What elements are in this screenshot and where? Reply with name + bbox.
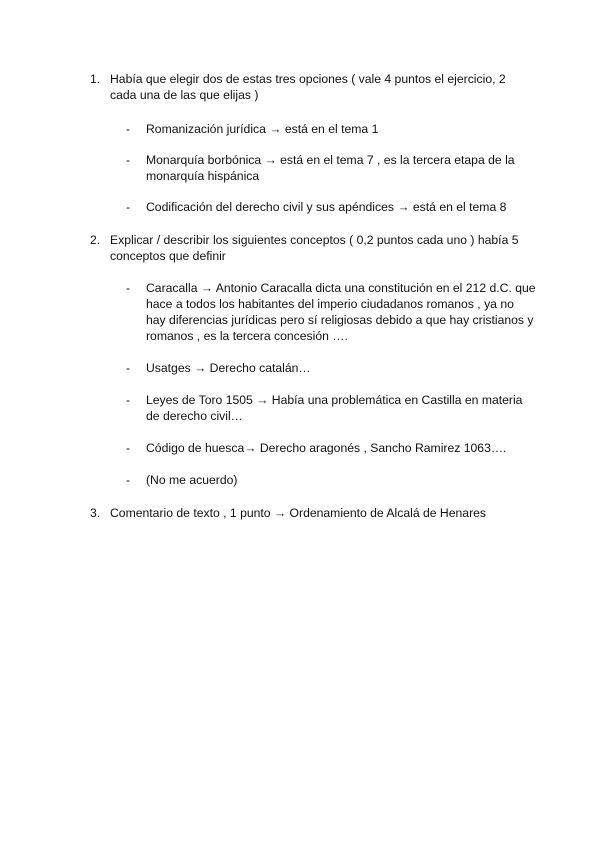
question-number: 3. (90, 506, 101, 520)
dash-bullet: - (126, 361, 131, 375)
list-item-text: Monarquía borbónica → está en el tema 7 , es la tercera etapa de la monarquía hispánica (146, 153, 515, 183)
list-item-text: (No me acuerdo) (146, 473, 238, 487)
list-item-text: Romanización jurídica → está en el tema 1 (146, 122, 379, 136)
dash-bullet: - (126, 153, 131, 167)
dash-bullet: - (126, 441, 131, 455)
question-number: 1. (90, 72, 101, 86)
question-text: Había que elegir dos de estas tres opciones ( vale 4 puntos el ejercicio, 2 cada una de las que elijas ) (110, 72, 506, 102)
dash-bullet: - (126, 281, 131, 295)
list-item-text: Código de huesca→ Derecho aragonés , Sancho Ramirez 1063…. (146, 441, 507, 455)
question-text: Comentario de texto , 1 punto → Ordenamiento de Alcalá de Henares (110, 506, 487, 520)
dash-bullet: - (126, 393, 131, 407)
dash-bullet: - (126, 473, 131, 487)
list-item-text: Leyes de Toro 1505 → Había una problemática en Castilla en materia de derecho civil… (146, 393, 523, 423)
list-item-text: Usatges → Derecho catalán… (146, 361, 311, 375)
dash-bullet: - (126, 122, 131, 136)
question-number: 2. (90, 233, 101, 247)
question-text: Explicar / describir los siguientes conceptos ( 0,2 puntos cada uno ) había 5 conceptos que definir (110, 233, 519, 263)
list-item-text: Caracalla → Antonio Caracalla dicta una constitución en el 212 d.C. que hace a todos los habitantes del imperio ciudadanos romanos , ya no hay diferencias jurídicas pero sí religiosas debido a que hay cristianos y romanos , es la tercera concesión …. (146, 281, 536, 343)
dash-bullet: - (126, 200, 131, 214)
list-item-text: Codificación del derecho civil y sus apéndices → está en el tema 8 (146, 200, 507, 214)
